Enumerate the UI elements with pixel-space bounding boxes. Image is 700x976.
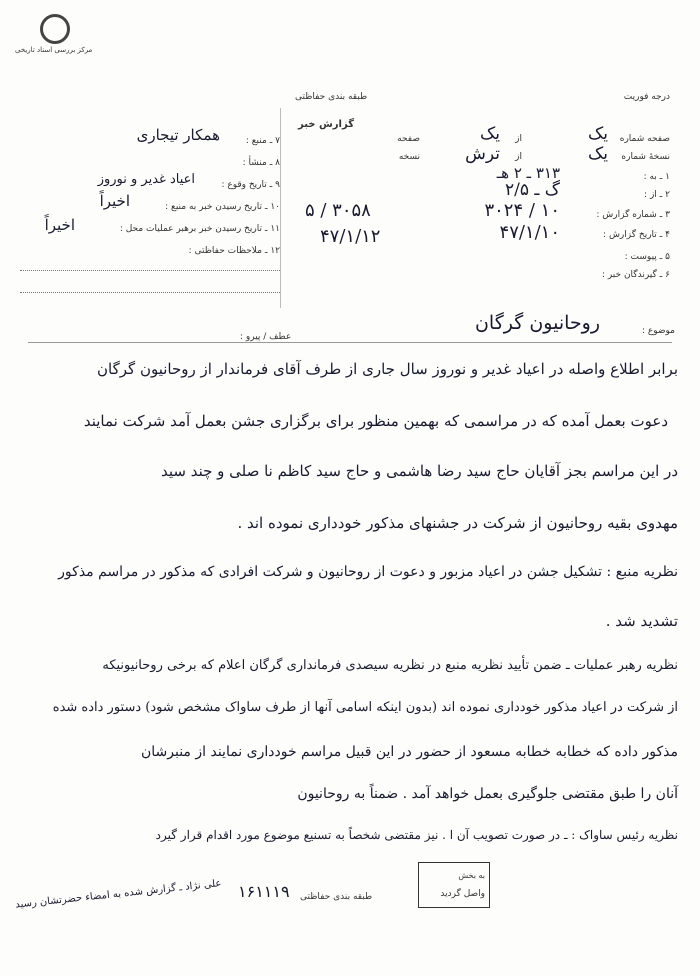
footer-class-label: طبقه بندی حفاظتی bbox=[300, 892, 373, 902]
side-ref-number: ۵ / ۳۰۵۸ bbox=[305, 200, 371, 221]
subject-divider bbox=[28, 342, 672, 343]
body-line: آنان را طبق مقتضی جلوگیری بعمل خواهد آمد . ضمناً به روحانیون bbox=[297, 786, 678, 802]
body-line: دعوت بعمل آمده که در مراسمی که بهمین منظور برای برگزاری جشن بعمل آمد شرکت نمایند bbox=[83, 412, 668, 430]
classification-label: طبقه بندی حفاظتی bbox=[295, 92, 368, 102]
field-event-date-value: اعیاد غدیر و نوروز bbox=[97, 172, 195, 187]
body-line: از شرکت در اعیاد مذکور خودداری نموده اند (بدون اینکه اسامی آنها از طرف ساواک مشخص شود) دستور داده شده bbox=[52, 700, 678, 715]
received-stamp bbox=[418, 862, 490, 908]
footer-code: ۱۶۱۱۱۹ bbox=[238, 882, 290, 901]
body-line: نظریه منبع : تشکیل جشن در اعیاد مزبور و دعوت از روحانیون و شرکت افرادی که مذکور در مراسم مذکور bbox=[58, 564, 678, 580]
body-line: مذکور داده که خطابه خطابه مسعود از حضور در این قبیل مراسم خودداری نمایند از منبرشان bbox=[140, 744, 678, 760]
field-source-value: همکار تیجاری bbox=[136, 126, 220, 144]
side-ref-date: ۴۷/۱/۱۲ bbox=[320, 226, 381, 247]
subject-value: روحانیون گرگان bbox=[474, 312, 600, 334]
body-line: در این مراسم بجز آقایان حاج سید رضا هاشمی و حاج سید کاظم نا صلی و چند سید bbox=[160, 462, 678, 480]
body-line: تشدید شد . bbox=[605, 612, 678, 630]
atf-label: عطف / پیرو : bbox=[240, 332, 292, 342]
body-line: نظریه رهبر عملیات ـ ضمن تأیید نظریه منبع در نظریه سیصدی فرمانداری گرگان اعلام که برخی روحانیونیکه bbox=[102, 658, 678, 673]
body-line: برابر اطلاع واصله در اعیاد غدیر و نوروز سال جاری از طرف آقای فرماندار از روحانیون گرگان bbox=[97, 360, 678, 378]
header-divider bbox=[280, 108, 281, 308]
right-fields: صفحه شماره یک از یک صفحه نسخهٔ شماره یک از ترش نسخه ۱ ـ به : ۳۱۳ ـ ۲ هـ ۲ ـ از : گ ـ ۲/۵ ۳ ـ شماره گزارش : ۱۰ / ۳۰۲۴ ۴ ـ تاریخ گزارش : ۴۷/۱/۱۰ ۵ ـ پیوست : ۶ ـ گیرندگان خبر : bbox=[397, 124, 670, 280]
margin-note: علی نژاد ـ گزارش شده به امضاء حضرتشان رسید bbox=[14, 878, 222, 911]
logo-emblem-icon bbox=[40, 14, 70, 44]
left-fields: ۷ ـ منبع : همکار تیجاری ۸ ـ منشأ : ۹ ـ تاریخ وقوع : اعیاد غدیر و نوروز ۱۰ ـ تاریخ رسیدن خبر به منبع : اخیراً ۱۱ ـ تاریخ رسیدن خبر برهبر عملیات محل : اخیراً ۱۲ ـ ملاحظات حفاظتی : bbox=[20, 130, 280, 300]
report-body bbox=[18, 350, 682, 870]
stamp-text: واصل گردید bbox=[440, 889, 485, 899]
subject-label: موضوع : bbox=[641, 326, 675, 336]
body-line: نظریه رئیس ساواک : ـ در صورت تصویب آن ا . نیز مقتضی شخصاً به تسنیع موضوع مورد اقدام قرار گیرد bbox=[155, 828, 678, 842]
priority-label: درجه فوریت bbox=[623, 92, 670, 102]
archive-logo bbox=[15, 14, 110, 54]
report-title: گزارش خبر bbox=[298, 119, 355, 130]
stamp-sub: به بخش bbox=[458, 871, 485, 880]
logo-caption: مرکز بررسی اسناد تاریخی bbox=[15, 46, 93, 54]
body-line: مهدوی بقیه روحانیون از شرکت در جشنهای مذکور خودداری نموده اند . bbox=[237, 514, 678, 532]
